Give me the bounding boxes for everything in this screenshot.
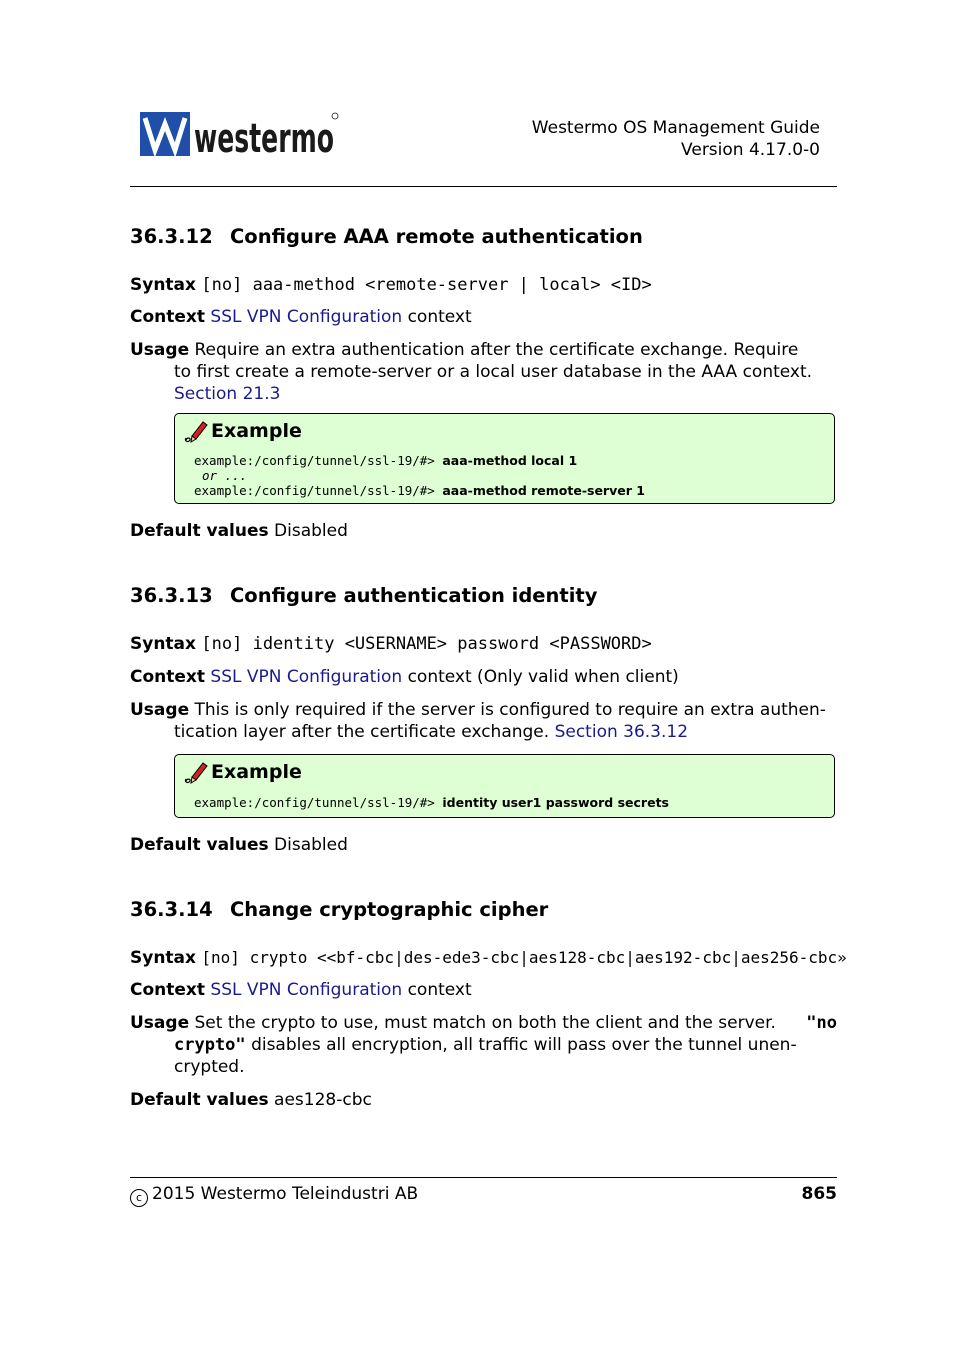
context-text: context — [407, 307, 472, 327]
usage-link[interactable]: Section 21.3 — [174, 384, 281, 404]
section-title: Configure authentication identity — [230, 584, 598, 607]
example-box — [174, 413, 835, 504]
syntax-label: Syntax — [130, 275, 196, 295]
usage-label: Usage — [130, 340, 190, 360]
context-line — [130, 306, 837, 328]
default-values-line — [130, 520, 837, 542]
guide-title — [532, 117, 820, 161]
usage-label: Usage — [130, 700, 190, 720]
syntax-line — [130, 633, 837, 655]
syntax-line — [130, 947, 920, 969]
page-footer — [130, 1177, 837, 1204]
example-prompt: example:/config/tunnel/ssl-19/#> — [194, 795, 435, 810]
section-title: Configure AAA remote authentication — [230, 225, 643, 248]
example-or: or ... — [202, 468, 248, 483]
section-number: 36.3.12 — [130, 225, 213, 248]
example-line — [194, 795, 669, 810]
page-number: 865 — [801, 1184, 837, 1204]
syntax-line — [130, 274, 837, 296]
usage-label: Usage — [130, 1013, 190, 1033]
section-heading-36-3-14 — [130, 898, 837, 921]
default-value: aes128-cbc — [274, 1090, 372, 1110]
syntax-label: Syntax — [130, 948, 196, 968]
context-link[interactable]: SSL VPN Configuration — [210, 980, 403, 1000]
example-title — [183, 418, 302, 444]
section-number: 36.3.14 — [130, 898, 213, 921]
section-number: 36.3.13 — [130, 584, 213, 607]
example-title — [183, 759, 302, 785]
example-command: identity user1 password secrets — [442, 795, 669, 810]
example-command: aaa-method local 1 — [442, 453, 578, 468]
default-label: Default values — [130, 835, 269, 855]
usage-paragraph — [130, 699, 837, 743]
usage-quote-open: "no — [806, 1013, 837, 1033]
context-label: Context — [130, 667, 206, 687]
example-label: Example — [211, 420, 302, 442]
section-heading-36-3-13 — [130, 584, 837, 607]
page-header — [130, 108, 837, 187]
default-value: Disabled — [274, 835, 348, 855]
usage-paragraph — [130, 1012, 837, 1078]
usage-text-1: Set the crypto to use, must match on both the client and the server. — [194, 1013, 776, 1033]
pen-icon — [183, 759, 209, 785]
context-label: Context — [130, 980, 206, 1000]
section-heading-36-3-12 — [130, 225, 837, 248]
context-line — [130, 979, 837, 1001]
context-label: Context — [130, 307, 206, 327]
example-command: aaa-method remote-server 1 — [442, 483, 645, 498]
usage-text-2: to first create a remote-server or a local user database in the AAA context. — [174, 362, 813, 382]
usage-quote-close: crypto" — [174, 1035, 246, 1055]
syntax-text: [no] aaa-method <remote-server | local> <ID> — [201, 275, 652, 295]
example-prompt: example:/config/tunnel/ssl-19/#> — [194, 483, 435, 498]
guide-name: Westermo OS Management Guide — [531, 118, 820, 138]
pen-icon — [183, 418, 209, 444]
westermo-logo — [140, 110, 340, 163]
usage-text-2: tication layer after the certificate exchange. — [174, 722, 550, 742]
context-link[interactable]: SSL VPN Configuration — [210, 307, 403, 327]
usage-text-1: This is only required if the server is configured to require an extra authen- — [194, 700, 826, 720]
context-text: context (Only valid when client) — [407, 667, 679, 687]
usage-paragraph — [130, 339, 837, 405]
copyright-icon: c — [130, 1189, 148, 1207]
copyright — [130, 1184, 418, 1207]
syntax-label: Syntax — [130, 634, 196, 654]
default-label: Default values — [130, 1090, 269, 1110]
example-line — [194, 453, 577, 468]
default-values-line — [130, 1089, 837, 1111]
default-values-line — [130, 834, 837, 856]
guide-version: Version 4.17.0-0 — [681, 140, 820, 160]
example-label: Example — [211, 761, 302, 783]
section-title: Change cryptographic cipher — [230, 898, 549, 921]
copyright-text: 2015 Westermo Teleindustri AB — [152, 1184, 419, 1204]
syntax-text: [no] identity <USERNAME> password <PASSWORD> — [201, 634, 652, 654]
usage-text-3: crypted. — [174, 1057, 245, 1077]
usage-link[interactable]: Section 36.3.12 — [554, 722, 689, 742]
syntax-text: [no] crypto <<bf-cbc|des-ede3-cbc|aes128-cbc|aes192-cbc|aes256-cbc» — [201, 948, 847, 967]
usage-text-1: Require an extra authentication after the certificate exchange. Require — [194, 340, 799, 360]
logo-text: westermo — [194, 116, 334, 162]
default-label: Default values — [130, 521, 269, 541]
usage-text-2: disables all encryption, all traffic will pass over the tunnel unen- — [251, 1035, 797, 1055]
context-link[interactable]: SSL VPN Configuration — [210, 667, 403, 687]
context-line — [130, 666, 837, 688]
example-prompt: example:/config/tunnel/ssl-19/#> — [194, 453, 435, 468]
context-text: context — [407, 980, 472, 1000]
default-value: Disabled — [274, 521, 348, 541]
example-line — [194, 483, 645, 498]
example-box — [174, 754, 835, 818]
